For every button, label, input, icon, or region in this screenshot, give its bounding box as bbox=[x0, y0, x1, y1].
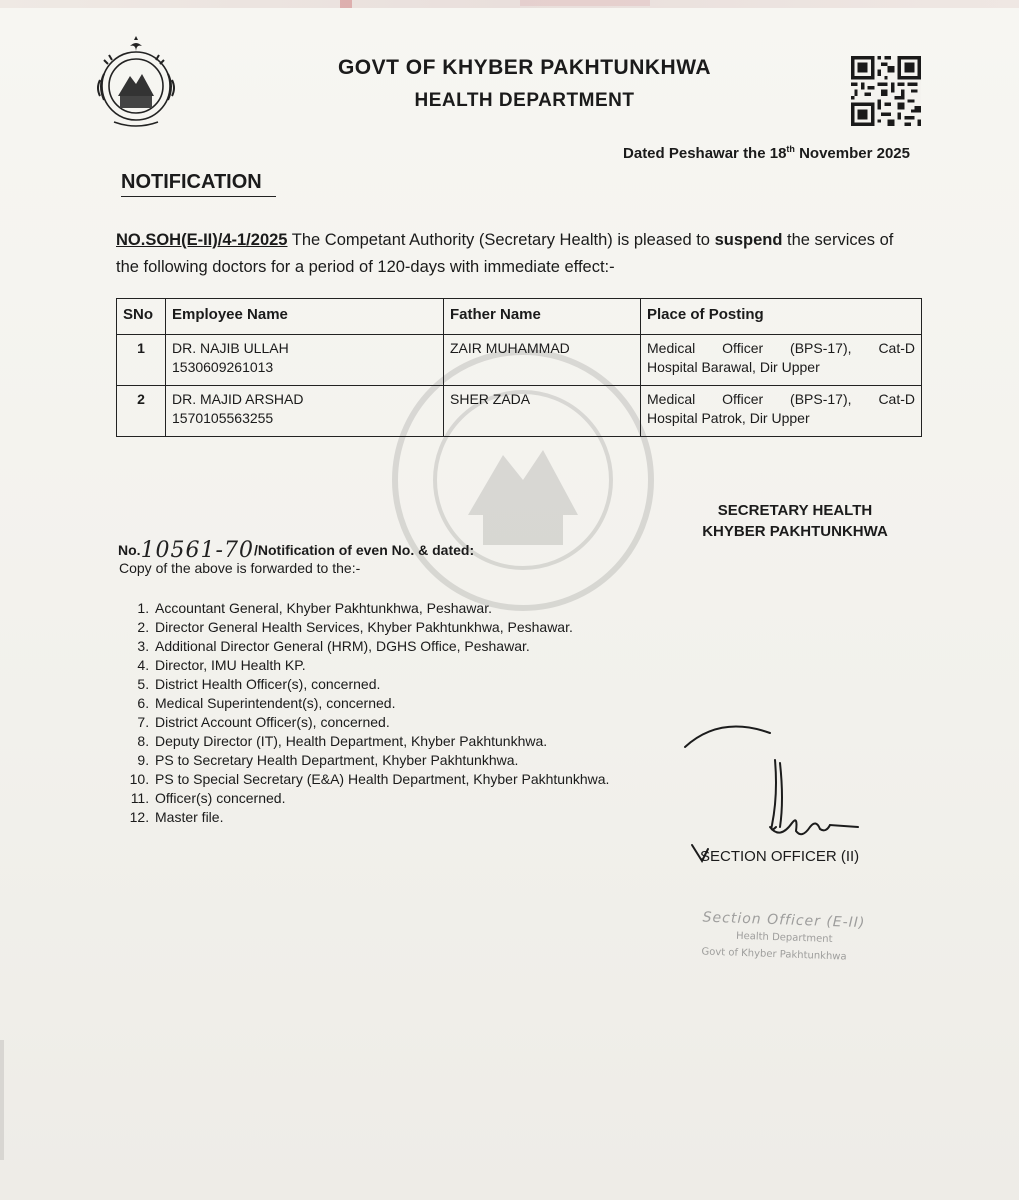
row-sno: 2 bbox=[117, 386, 166, 437]
employee-name: DR. MAJID ARSHAD bbox=[172, 391, 304, 407]
col-sno: SNo bbox=[117, 299, 166, 335]
section-officer-title: SECTION OFFICER (II) bbox=[700, 848, 860, 865]
copy-forwarded-line: Copy of the above is forwarded to the:- bbox=[119, 560, 361, 576]
list-item: 10. PS to Special Secretary (E&A) Health Department, Khyber Pakhtunkhwa. bbox=[153, 770, 609, 789]
row-father-name: SHER ZADA bbox=[444, 386, 641, 437]
row-employee bbox=[166, 335, 444, 386]
section-officer-stamp: Section Officer (E-II) Health Department Govt of Khyber Pakhtunkhwa bbox=[701, 909, 866, 963]
notification-title: NOTIFICATION bbox=[121, 171, 276, 197]
list-item: 9. PS to Secretary Health Department, Khyber Pakhtunkhwa. bbox=[153, 751, 609, 770]
table-row bbox=[117, 386, 922, 437]
secretary-signature-block: SECRETARY HEALTH KHYBER PAKHTUNKHWA bbox=[702, 502, 888, 540]
col-employee-name: Employee Name bbox=[166, 299, 444, 335]
employee-cnic: 1570105563255 bbox=[172, 410, 274, 426]
employee-cnic: 1530609261013 bbox=[172, 359, 274, 375]
list-item: 1. Accountant General, Khyber Pakhtunkhwa, Peshawar. bbox=[153, 599, 609, 618]
qr-code bbox=[851, 56, 921, 126]
reference-number: NO.SOH(E-II)/4-1/2025 bbox=[116, 231, 288, 249]
list-item: 8. Deputy Director (IT), Health Department, Khyber Pakhtunkhwa. bbox=[153, 732, 609, 751]
notification-body: NO.SOH(E-II)/4-1/2025 The Competant Authority (Secretary Health) is pleased to suspend the services of the following doctors for a period of 120-days with immediate effect:- bbox=[116, 231, 894, 276]
dated-line: Dated Peshawar the 18th November 2025 bbox=[623, 144, 910, 162]
col-place-of-posting: Place of Posting bbox=[641, 299, 922, 335]
suspended-doctors-table bbox=[116, 298, 922, 437]
row-posting: Medical Officer (BPS-17), Cat-D Hospital Barawal, Dir Upper bbox=[641, 335, 922, 386]
list-item: 4. Director, IMU Health KP. bbox=[153, 656, 609, 675]
handwritten-signature bbox=[680, 715, 890, 865]
row-father-name: ZAIR MUHAMMAD bbox=[444, 335, 641, 386]
list-item: 11. Officer(s) concerned. bbox=[153, 789, 609, 808]
department-heading: HEALTH DEPARTMENT bbox=[414, 90, 635, 111]
list-item: 3. Additional Director General (HRM), DGHS Office, Peshawar. bbox=[153, 637, 609, 656]
list-item: 5. District Health Officer(s), concerned. bbox=[153, 675, 609, 694]
govt-heading: GOVT OF KHYBER PAKHTUNKHWA bbox=[337, 56, 712, 79]
row-employee bbox=[166, 386, 444, 437]
forwarding-number: No.10561-70/Notification of even No. & dated: bbox=[118, 538, 475, 563]
list-item: 6. Medical Superintendent(s), concerned. bbox=[153, 694, 609, 713]
handwritten-number: 10561-70 bbox=[140, 538, 254, 563]
row-sno: 1 bbox=[117, 335, 166, 386]
employee-name: DR. NAJIB ULLAH bbox=[172, 340, 289, 356]
table-row bbox=[117, 335, 922, 386]
recipients-list bbox=[132, 599, 609, 827]
list-item: 2. Director General Health Services, Khyber Pakhtunkhwa, Peshawar. bbox=[153, 618, 609, 637]
list-item: 12. Master file. bbox=[153, 808, 609, 827]
col-father-name: Father Name bbox=[444, 299, 641, 335]
row-posting: Medical Officer (BPS-17), Cat-D Hospital Patrok, Dir Upper bbox=[641, 386, 922, 437]
top-edge bbox=[0, 0, 1019, 8]
table-header-row bbox=[117, 299, 922, 335]
list-item: 7. District Account Officer(s), concerned. bbox=[153, 713, 609, 732]
page-edge-mark bbox=[0, 1040, 4, 1160]
kp-emblem-logo bbox=[90, 34, 182, 130]
